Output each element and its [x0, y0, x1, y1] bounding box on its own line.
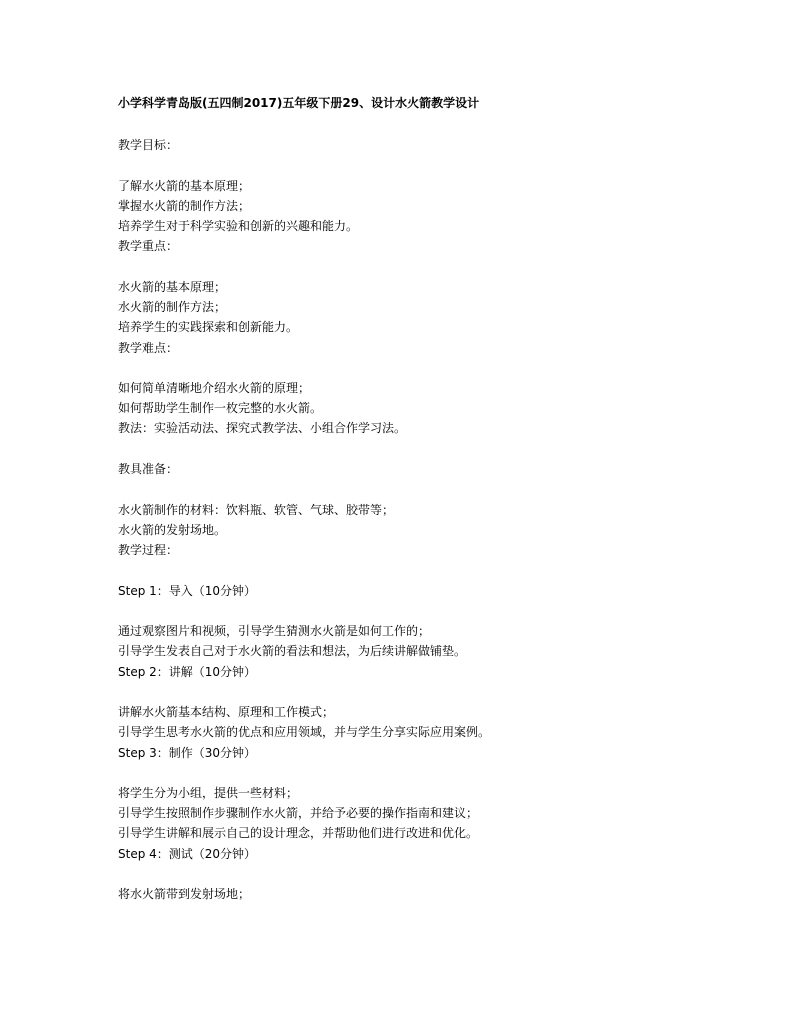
step-title: Step 3：制作（30分钟）: [118, 746, 257, 760]
difficulty-item: 如何帮助学生制作一枚完整的水火箭。: [118, 401, 323, 415]
step-item: 将水火箭带到发射场地；: [118, 887, 251, 901]
key-points-heading: 教学重点：: [118, 239, 179, 253]
key-point-item: 培养学生的实践探索和创新能力。: [118, 320, 299, 334]
step-item: 通过观察图片和视频，引导学生猜测水火箭是如何工作的；: [118, 624, 431, 638]
step-item: 将学生分为小组，提供一些材料；: [118, 786, 299, 800]
document-title: 小学科学青岛版(五四制2017)五年级下册29、设计水火箭教学设计: [118, 96, 480, 110]
materials-heading: 教具准备：: [118, 462, 179, 476]
process-heading: 教学过程：: [118, 543, 179, 557]
difficulty-item: 如何简单清晰地介绍水火箭的原理；: [118, 381, 311, 395]
key-point-item: 水火箭的制作方法；: [118, 300, 227, 314]
goal-item: 培养学生对于科学实验和创新的兴趣和能力。: [118, 219, 359, 233]
step-item: 引导学生发表自己对于水火箭的看法和想法，为后续讲解做铺垫。: [118, 644, 467, 658]
step-item: 讲解水火箭基本结构、原理和工作模式；: [118, 705, 335, 719]
material-item: 水火箭的发射场地。: [118, 523, 227, 537]
step-item: 引导学生讲解和展示自己的设计理念，并帮助他们进行改进和优化。: [118, 826, 479, 840]
step-item: 引导学生思考水火箭的优点和应用领域，并与学生分享实际应用案例。: [118, 725, 491, 739]
goal-item: 了解水火箭的基本原理；: [118, 179, 251, 193]
key-point-item: 水火箭的基本原理；: [118, 280, 227, 294]
difficulties-heading: 教学难点：: [118, 341, 179, 355]
step-title: Step 1：导入（10分钟）: [118, 584, 257, 598]
teaching-methods: 教法：实验活动法、探究式教学法、小组合作学习法。: [118, 421, 407, 435]
step-title: Step 4：测试（20分钟）: [118, 847, 257, 861]
goal-item: 掌握水火箭的制作方法；: [118, 199, 251, 213]
step-title: Step 2：讲解（10分钟）: [118, 665, 257, 679]
goals-heading: 教学目标：: [118, 138, 179, 152]
step-item: 引导学生按照制作步骤制作水火箭，并给予必要的操作指南和建议；: [118, 806, 479, 820]
material-item: 水火箭制作的材料：饮料瓶、软管、气球、胶带等；: [118, 503, 395, 517]
